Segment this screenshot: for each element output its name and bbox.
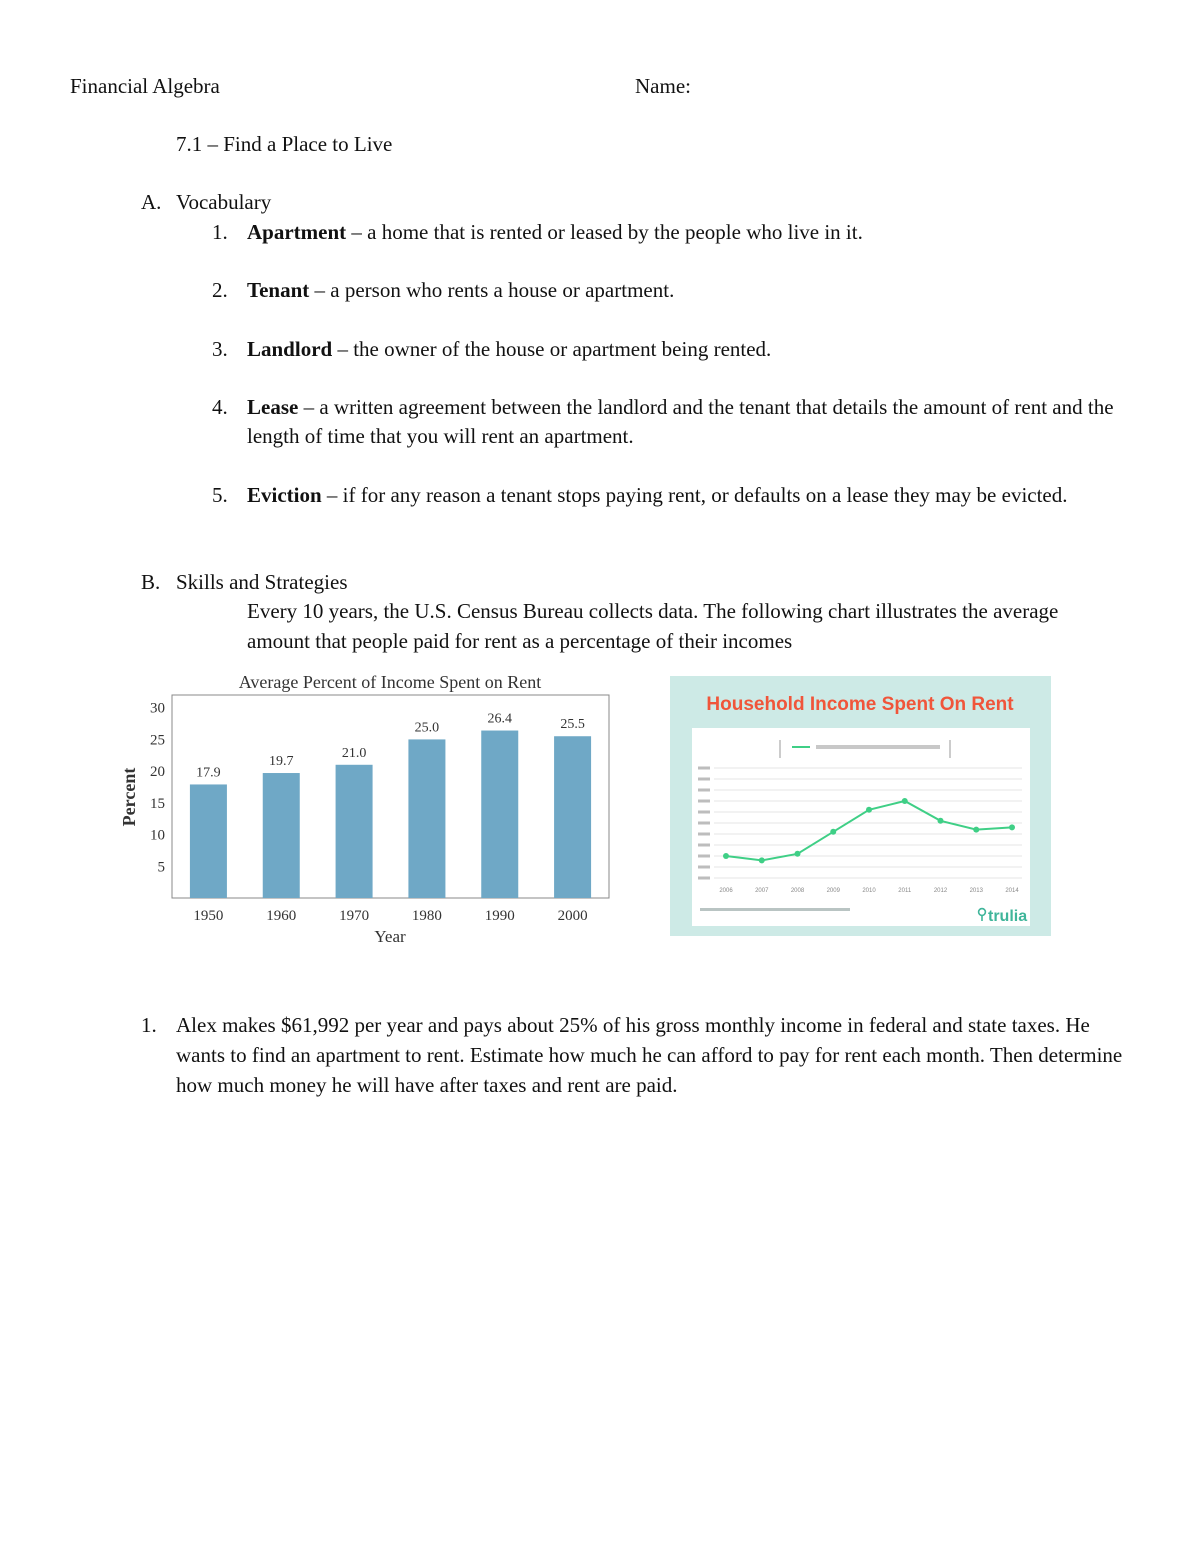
y-tick-label: 5 [157, 859, 165, 876]
x-tick-label: 1980 [411, 908, 442, 924]
section-b-title: Skills and Strategies [176, 570, 348, 594]
plot-panel [692, 728, 1030, 926]
vocab-definition: – if for any reason a tenant stops paying rent, or defaults on a lease they may be evicted. [321, 483, 1068, 507]
y-tick-label-blurred [698, 767, 710, 770]
bar-value-label: 26.4 [487, 711, 512, 727]
section-a-title: Vocabulary [176, 190, 272, 214]
x-tick-label: 2007 [755, 888, 769, 894]
x-tick-label: 1990 [484, 908, 515, 924]
vocab-term: Tenant [247, 278, 310, 302]
bar-value-label: 17.9 [196, 765, 221, 781]
y-tick-label: 25 [150, 732, 165, 749]
x-tick-label: 2009 [826, 888, 840, 894]
data-point [759, 857, 765, 863]
lesson-title: 7.1 – Find a Place to Live [176, 132, 393, 156]
vocab-term: Landlord [247, 337, 333, 361]
vocab-definition: – a written agreement between the landlord and the tenant that details the amount of rent and the length of time that you will rent an apartment. [247, 395, 1114, 448]
x-tick-label: 2000 [557, 908, 588, 924]
y-tick-label: 10 [150, 827, 165, 844]
y-tick-label-blurred [698, 844, 710, 847]
line-chart-household-income [670, 676, 1051, 936]
bar [554, 736, 591, 898]
vocab-term: Apartment [247, 220, 347, 244]
y-tick-label-blurred [698, 800, 710, 803]
data-point [973, 827, 979, 833]
footnote-blurred [700, 908, 850, 911]
chart-title: Average Percent of Income Spent on Rent [238, 672, 542, 692]
data-point [1009, 824, 1015, 830]
data-point [723, 853, 729, 859]
section-b-letter: B. [141, 570, 161, 594]
data-point [938, 818, 944, 824]
x-tick-label: 2006 [719, 888, 733, 894]
x-tick-label: 1960 [266, 908, 297, 924]
bar-chart-rent-percent [115, 668, 615, 958]
x-tick-label: 2010 [862, 888, 876, 894]
legend-label-blurred [816, 745, 940, 749]
vocab-number: 3. [212, 337, 228, 361]
x-tick-label: 2011 [898, 888, 912, 894]
plot-frame [172, 695, 609, 898]
y-axis-label: Percent [119, 767, 139, 827]
x-tick-label: 2014 [1005, 888, 1019, 894]
vocab-definition: – a person who rents a house or apartment. [309, 278, 675, 302]
y-tick-label: 15 [150, 795, 165, 812]
section-a-letter: A. [141, 190, 162, 214]
y-tick-label-blurred [698, 822, 710, 825]
bar [190, 784, 227, 898]
vocab-definition: – a home that is rented or leased by the people who live in it. [346, 220, 863, 244]
y-tick-label-blurred [698, 811, 710, 814]
vocab-number: 5. [212, 483, 228, 507]
y-tick-label-blurred [698, 855, 710, 858]
data-point [830, 829, 836, 835]
y-tick-label-blurred [698, 866, 710, 869]
bar [263, 773, 300, 898]
vocab-term: Lease [247, 395, 299, 419]
x-axis-label: Year [374, 927, 406, 946]
x-tick-label: 2008 [790, 888, 805, 894]
bar-value-label: 25.0 [414, 720, 440, 736]
bar [336, 765, 373, 898]
bar [408, 739, 445, 898]
section-b-intro: Every 10 years, the U.S. Census Bureau collects data. The following chart illustrates the average amount that people paid for rent as a percentage of their incomes [247, 599, 1059, 653]
data-point [902, 798, 908, 804]
bar-value-label: 19.7 [269, 754, 294, 770]
vocab-definition: – the owner of the house or apartment being rented. [332, 337, 772, 361]
bar-value-label: 21.0 [341, 745, 367, 761]
problem-number: 1. [141, 1013, 157, 1037]
y-tick-label-blurred [698, 833, 710, 836]
problem-text: Alex makes $61,992 per year and pays about 25% of his gross monthly income in federal and state taxes. He wants to find an apartment to rent. Estimate how much he can afford to pay for rent each month. Then determine how much money he will have after taxes and rent are paid. [176, 1013, 1123, 1097]
vocab-number: 2. [212, 278, 228, 302]
data-point [795, 851, 801, 857]
vocab-number: 4. [212, 395, 228, 419]
y-tick-label: 30 [150, 700, 165, 717]
bar [481, 731, 518, 898]
data-point [866, 807, 872, 813]
y-tick-label-blurred [698, 789, 710, 792]
y-tick-label-blurred [698, 778, 710, 781]
name-label: Name: [635, 74, 691, 98]
brand-name: trulia [988, 908, 1028, 925]
chart-title: Household Income Spent On Rent [706, 694, 1014, 715]
course-title: Financial Algebra [70, 74, 220, 98]
vocab-number: 1. [212, 220, 228, 244]
x-tick-label: 2012 [933, 888, 948, 894]
x-tick-label: 1950 [193, 908, 224, 924]
y-tick-label: 20 [150, 764, 165, 781]
x-tick-label: 2013 [969, 888, 983, 894]
vocab-term: Eviction [247, 483, 322, 507]
bar-value-label: 25.5 [560, 717, 585, 733]
x-tick-label: 1970 [339, 908, 370, 924]
y-tick-label-blurred [698, 877, 710, 880]
